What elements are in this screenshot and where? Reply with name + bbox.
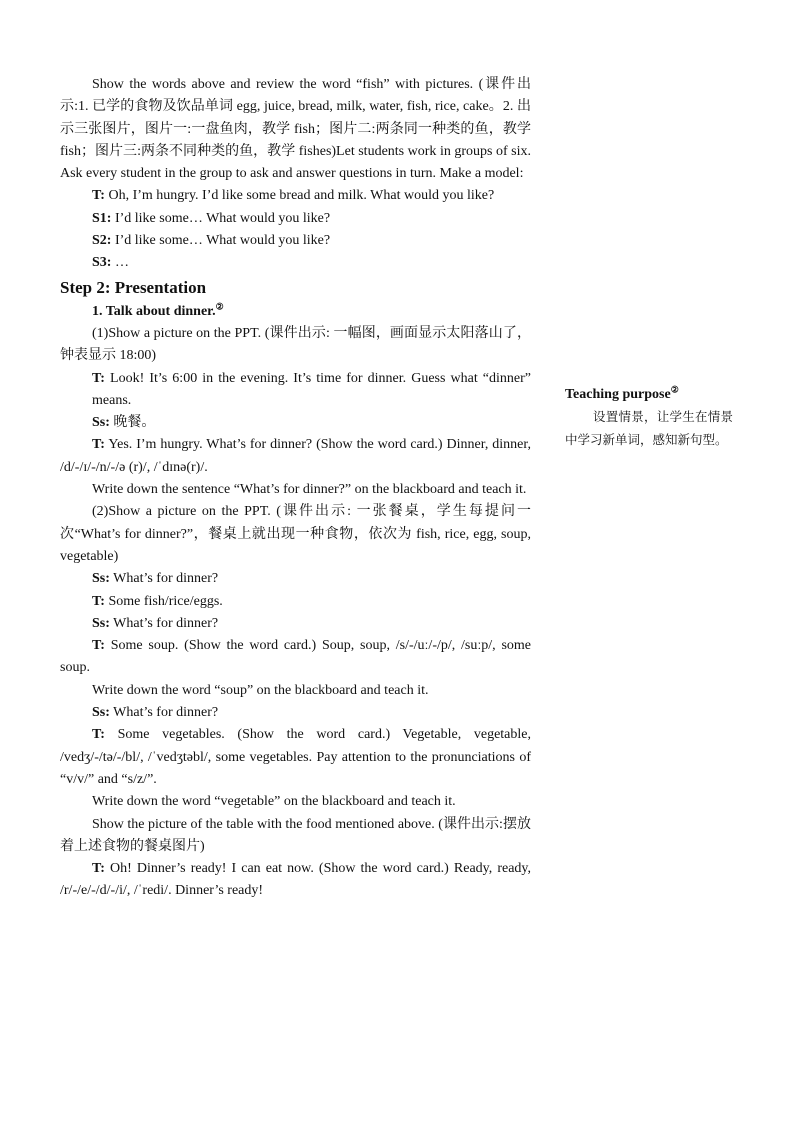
speaker-label: Ss:	[92, 415, 110, 431]
lesson-content	[60, 74, 531, 903]
dialogue-text: Some fish/rice/eggs.	[104, 593, 223, 609]
speaker-label: T:	[92, 188, 105, 204]
dialogue-text: I’d like some… What would you like?	[111, 233, 331, 249]
speaker-label: Ss:	[92, 705, 110, 721]
dialogue-text: 晚餐。	[109, 415, 156, 431]
instruction-paragraph: Write down the sentence “What’s for dinner?” on the blackboard and teach it.	[92, 482, 527, 498]
dialogue-text: …	[111, 255, 129, 271]
dialogue-text: Oh, I’m hungry. I’d like some bread and milk. What would you like?	[104, 188, 495, 204]
dialogue-text: Some vegetables. (Show the word card.) Vegetable, vegetable, /vedʒ/-/tə/-/bl/, /ˈvedʒtəbl/, some vegetables. Pay attention to the pronunciations of “v/v/” and “s/z/”.	[60, 727, 531, 787]
dialogue-line	[60, 434, 531, 479]
speaker-label: T:	[92, 638, 105, 654]
dialogue-line	[60, 252, 531, 274]
dialogue-line	[60, 613, 531, 635]
speaker-label: T:	[92, 370, 105, 386]
dialogue-line	[60, 230, 531, 252]
dialogue-line	[60, 412, 531, 434]
dialogue-text: I’d like some… What would you like?	[111, 210, 331, 226]
dialogue-line	[60, 702, 531, 724]
speaker-label: S2:	[92, 233, 112, 249]
dialogue-line	[60, 208, 531, 230]
dialogue-text: What’s for dinner?	[109, 571, 219, 587]
dialogue-line	[60, 858, 531, 903]
dialogue-line	[60, 635, 531, 680]
teaching-purpose-note	[565, 384, 733, 452]
dialogue-text: Some soup. (Show the word card.) Soup, soup, /s/-/uː/-/p/, /suːp/, some soup.	[60, 638, 531, 676]
dialogue-text: What’s for dinner?	[109, 615, 219, 631]
instruction-paragraph: (2)Show a picture on the PPT. (课件出示: 一张餐桌，学生每提问一次“What’s for dinner?”，餐桌上就出现一种食物，依次为 fish, rice, egg, soup, vegetable)	[60, 504, 531, 564]
footnote-mark: ②	[215, 301, 224, 312]
dialogue-line	[60, 724, 531, 791]
dialogue-text: Oh! Dinner’s ready! I can eat now. (Show the word card.) Ready, ready, /r/-/e/-/d/-/i/, /ˈredi/. Dinner’s ready!	[60, 861, 531, 899]
speaker-label: T:	[92, 437, 105, 453]
instruction-paragraph: Write down the word “soup” on the blackboard and teach it.	[92, 682, 429, 698]
dialogue-text: Yes. I’m hungry. What’s for dinner? (Show the word card.) Dinner, dinner, /d/-/ɪ/-/n/-/ə (r)/, /ˈdɪnə(r)/.	[60, 437, 531, 475]
note-title-text: Teaching purpose	[565, 387, 671, 402]
dialogue-text: Look! It’s 6:00 in the evening. It’s time for dinner. Guess what “dinner” means.	[92, 370, 531, 408]
speaker-label: T:	[92, 861, 105, 877]
step-heading: Step 2: Presentation	[60, 277, 207, 297]
instruction-paragraph: Show the picture of the table with the food mentioned above. (课件出示:摆放着上述食物的餐桌图片)	[60, 816, 531, 854]
speaker-label: Ss:	[92, 615, 110, 631]
sub-heading-text: 1. Talk about dinner.	[92, 303, 216, 319]
speaker-label: T:	[92, 593, 105, 609]
sub-heading	[60, 301, 531, 323]
instruction-paragraph: (1)Show a picture on the PPT. (课件出示: 一幅图，画面显示太阳落山了，钟表显示 18:00)	[60, 325, 531, 364]
speaker-label: S3:	[92, 255, 112, 271]
speaker-label: Ss:	[92, 571, 110, 587]
speaker-label: T:	[92, 727, 105, 743]
dialogue-line	[60, 185, 531, 207]
intro-paragraph: Show the words above and review the word “fish” with pictures. (课件出示:1. 已学的食物及饮品单词 egg, juice, bread, milk, water, fish, rice, cake。2. 出示三张图片，图片一:一盘鱼肉，教学 fish；图片二:两条同一种类的鱼，教学 fish；图片三:两条不同种类的鱼，教学 fishes)Let students work in groups of six. Ask every student in the group to ask and answer questions in turn. Make a model:	[60, 77, 531, 182]
dialogue-line	[60, 591, 531, 613]
speaker-label: S1:	[92, 210, 112, 226]
footnote-mark: ②	[670, 384, 679, 395]
note-title	[565, 384, 733, 406]
note-text: 设置情景，让学生在情景中学习新单词，感知新句型。	[565, 410, 733, 447]
dialogue-text: What’s for dinner?	[109, 705, 219, 721]
dialogue-line	[60, 368, 531, 413]
dialogue-line	[60, 568, 531, 590]
instruction-paragraph: Write down the word “vegetable” on the blackboard and teach it.	[92, 794, 456, 810]
